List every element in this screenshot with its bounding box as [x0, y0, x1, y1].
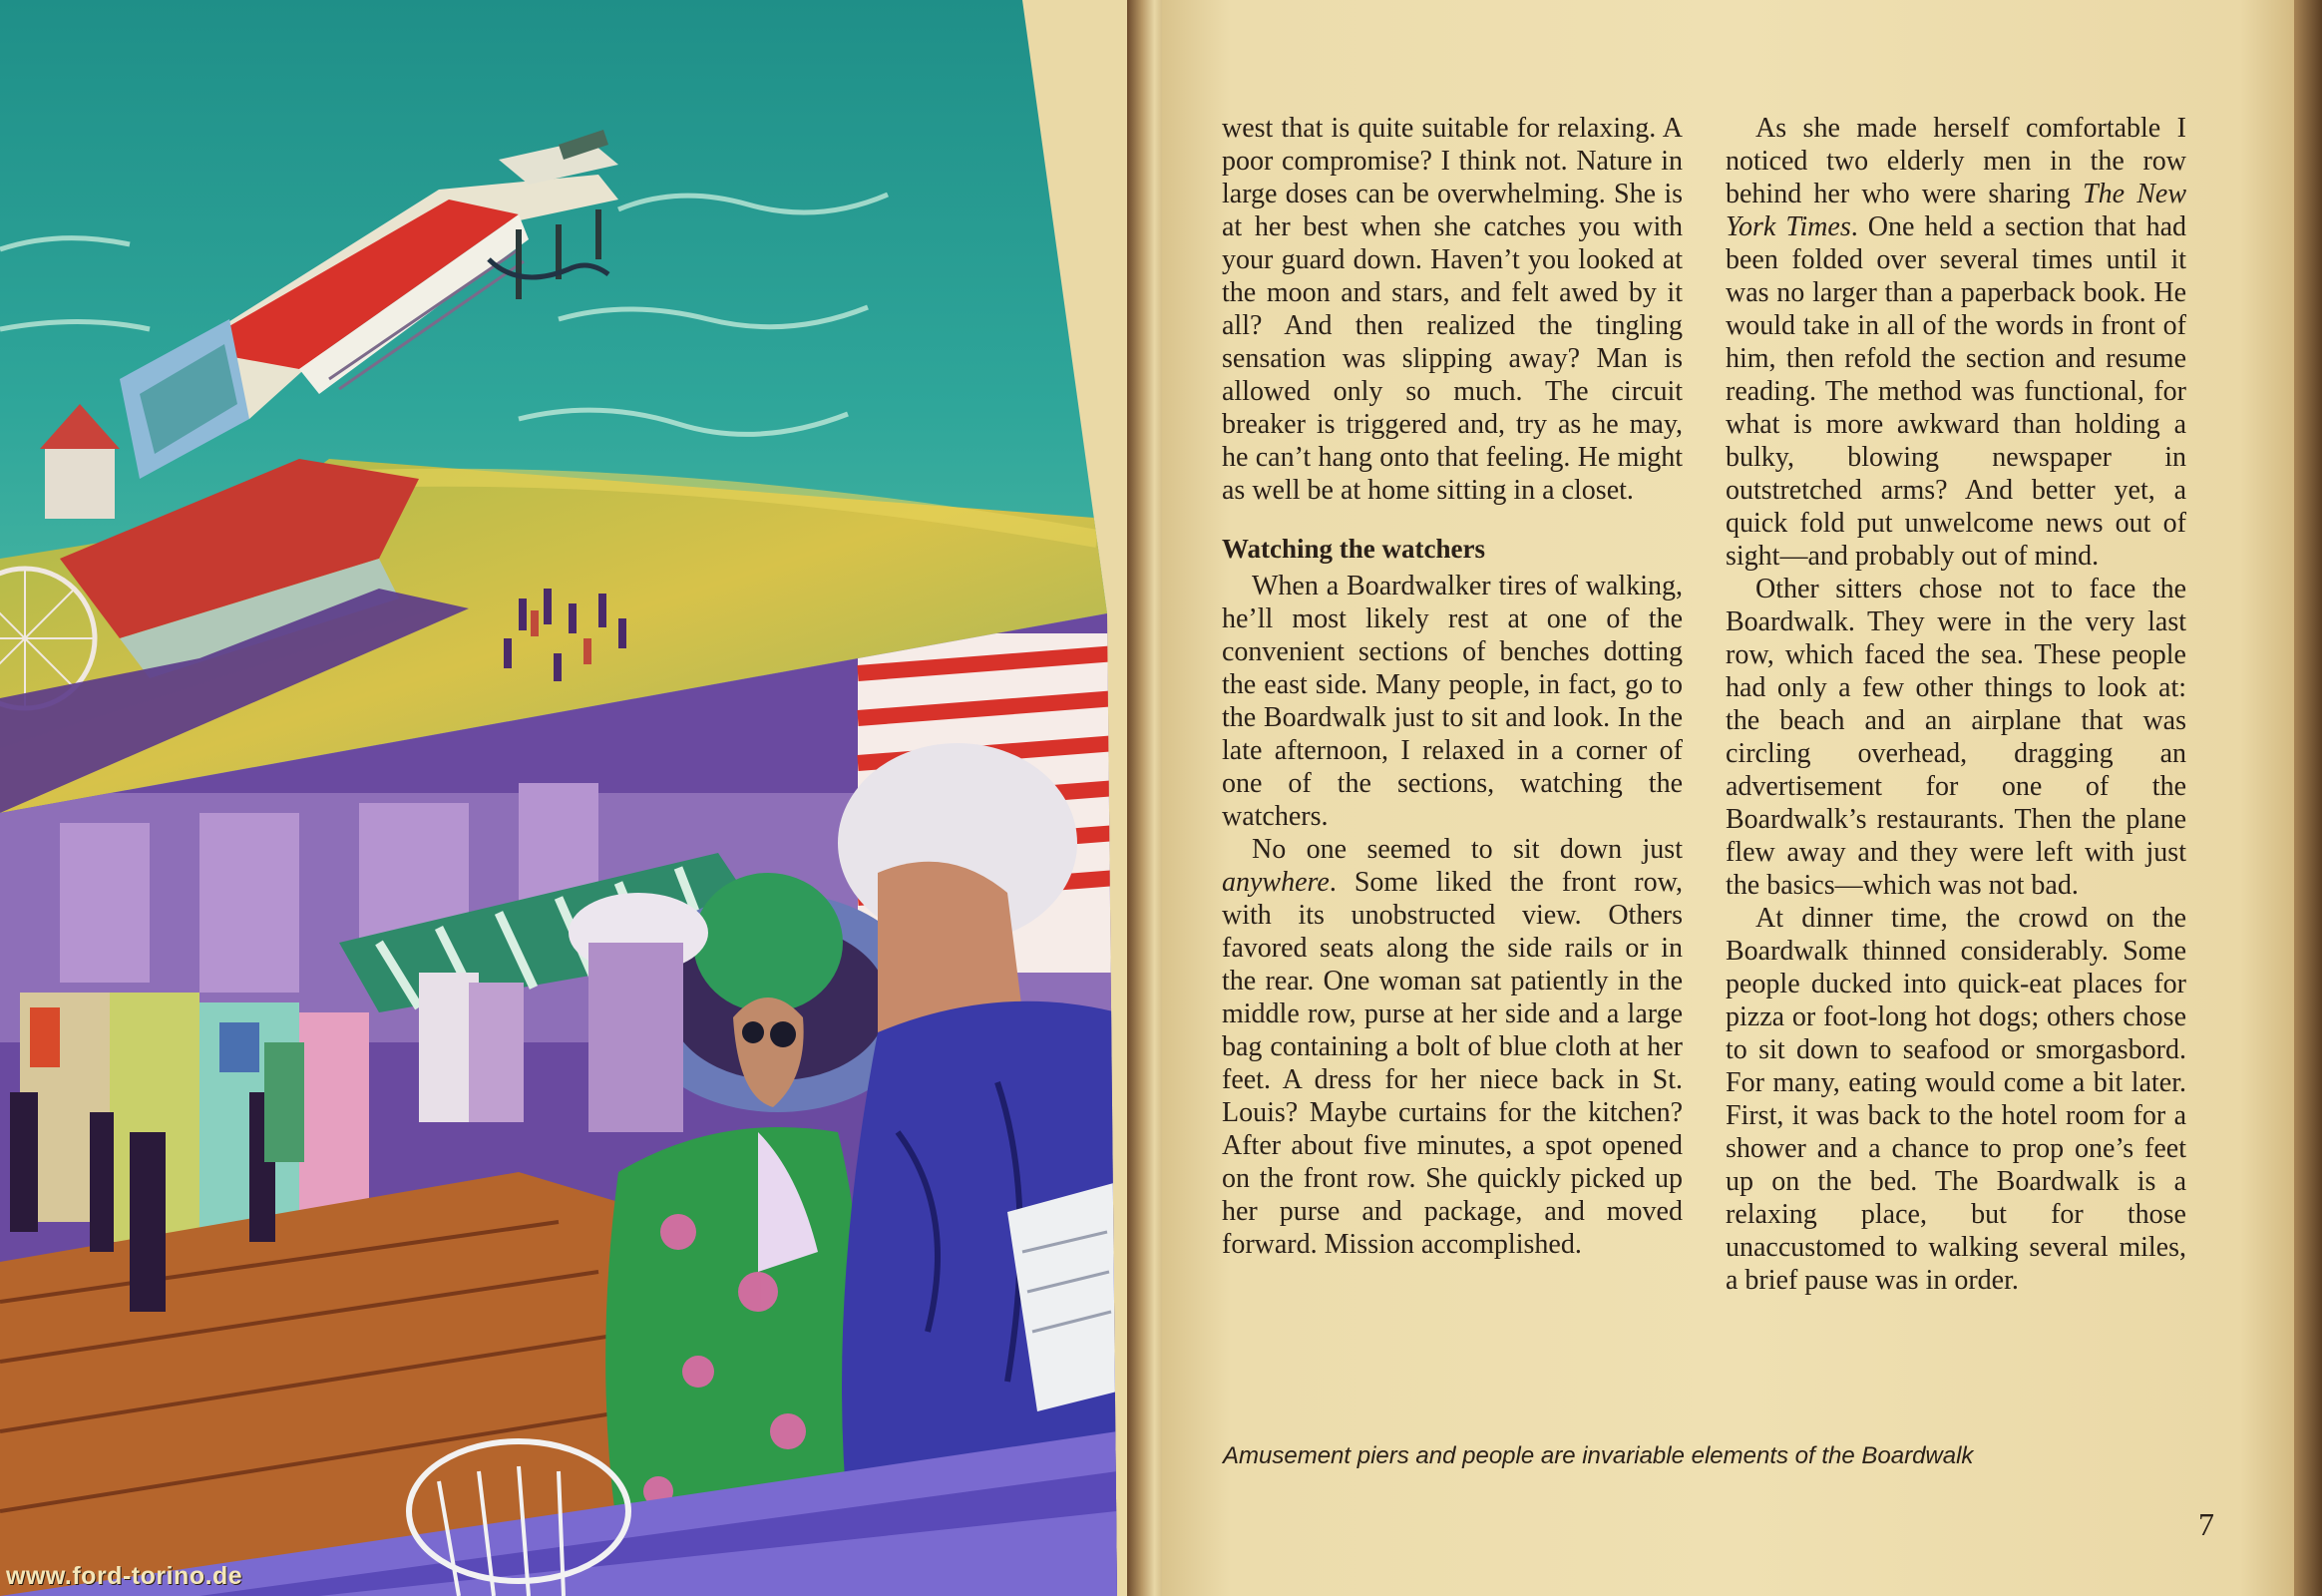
page-edge [2294, 0, 2322, 1596]
article-column-1 [1222, 112, 1683, 1261]
paragraph: west that is quite suitable for relaxing. A poor compromise? I think not. Nature in large doses can be overwhelming. She is at her best when she catches you with your guard down. Haven’t you looked at the moon and stars, and felt awed by it all? And then realized the tingling sensation was slipping away? Man is allowed only so much. The circuit breaker is triggered and, try as he may, he can’t hang onto that feeling. He might as well be at home sitting in a closet. [1222, 113, 1683, 506]
page-number: 7 [2198, 1506, 2214, 1542]
emphasis: anywhere [1222, 867, 1330, 898]
boardwalk-people-illustration [0, 613, 1117, 1596]
paragraph: At dinner time, the crowd on the Boardwalk thinned considerably. Some people ducked into quick-eat places for pizza or foot-long hot dogs; others chose to sit down to seafood or smorgasbord. For many, eating would come a bit later. First, it was back to the hotel room for a shower and a chance to prop one’s feet up on the bed. The Boardwalk is a relaxing place, but for those unaccustomed to walking several miles, a brief pause was in order. [1726, 903, 2186, 1296]
paragraph [1222, 833, 1683, 1261]
text-run: . One held a section that had been folded over several times until it was no larger than a paperback book. He would take in all of the words in front of him, then refold the section and resume reading. The method was functional, for what is more awkward than holding a bulky, blowing newspaper in outstretched arms? And better yet, a quick fold put unwelcome news out of sight—and probably out of mind. [1726, 211, 2186, 572]
article-column-2 [1726, 112, 2186, 1297]
text-run: No one seemed to sit down just [1252, 834, 1683, 865]
image-caption: Amusement piers and people are invariable elements of the Boardwalk [1223, 1442, 1974, 1469]
paragraph: When a Boardwalker tires of walking, he’ll most likely rest at one of the convenient sections of benches dotting the east side. Many people, in fact, go to the Boardwalk just to sit and look. In the late afternoon, I relaxed in a corner of one of the sections, watching the watchers. [1222, 571, 1683, 832]
left-page [0, 0, 1142, 1596]
section-heading: Watching the watchers [1222, 534, 1485, 564]
paragraph [1726, 112, 2186, 573]
text-run: As she made herself comfortable I noticed two elderly men in the row behind her who were sharing [1726, 113, 2186, 209]
paragraph: Other sitters chose not to face the Boardwalk. They were in the very last row, which faced the sea. These people had only a few other things to look at: the beach and an airplane that was circling overhead, dragging an advertisement for one of the Boardwalk’s restaurants. Then the plane flew away and they were left with just the basics—which was not bad. [1726, 574, 2186, 901]
text-run: . Some liked the front row, with its unobstructed view. Others favored seats along the side rails or in the rear. One woman sat patiently in the middle row, purse at her side and a large bag containing a bolt of blue cloth at her feet. A dress for her niece back in St. Louis? Maybe curtains for the kitchen? After about five minutes, a spot opened on the front row. She quickly picked up her purse and package, and moved forward. Mission accomplished. [1222, 867, 1683, 1260]
watermark: www.ford-torino.de [6, 1562, 243, 1590]
publication-title: The New York Times [1726, 179, 2186, 242]
